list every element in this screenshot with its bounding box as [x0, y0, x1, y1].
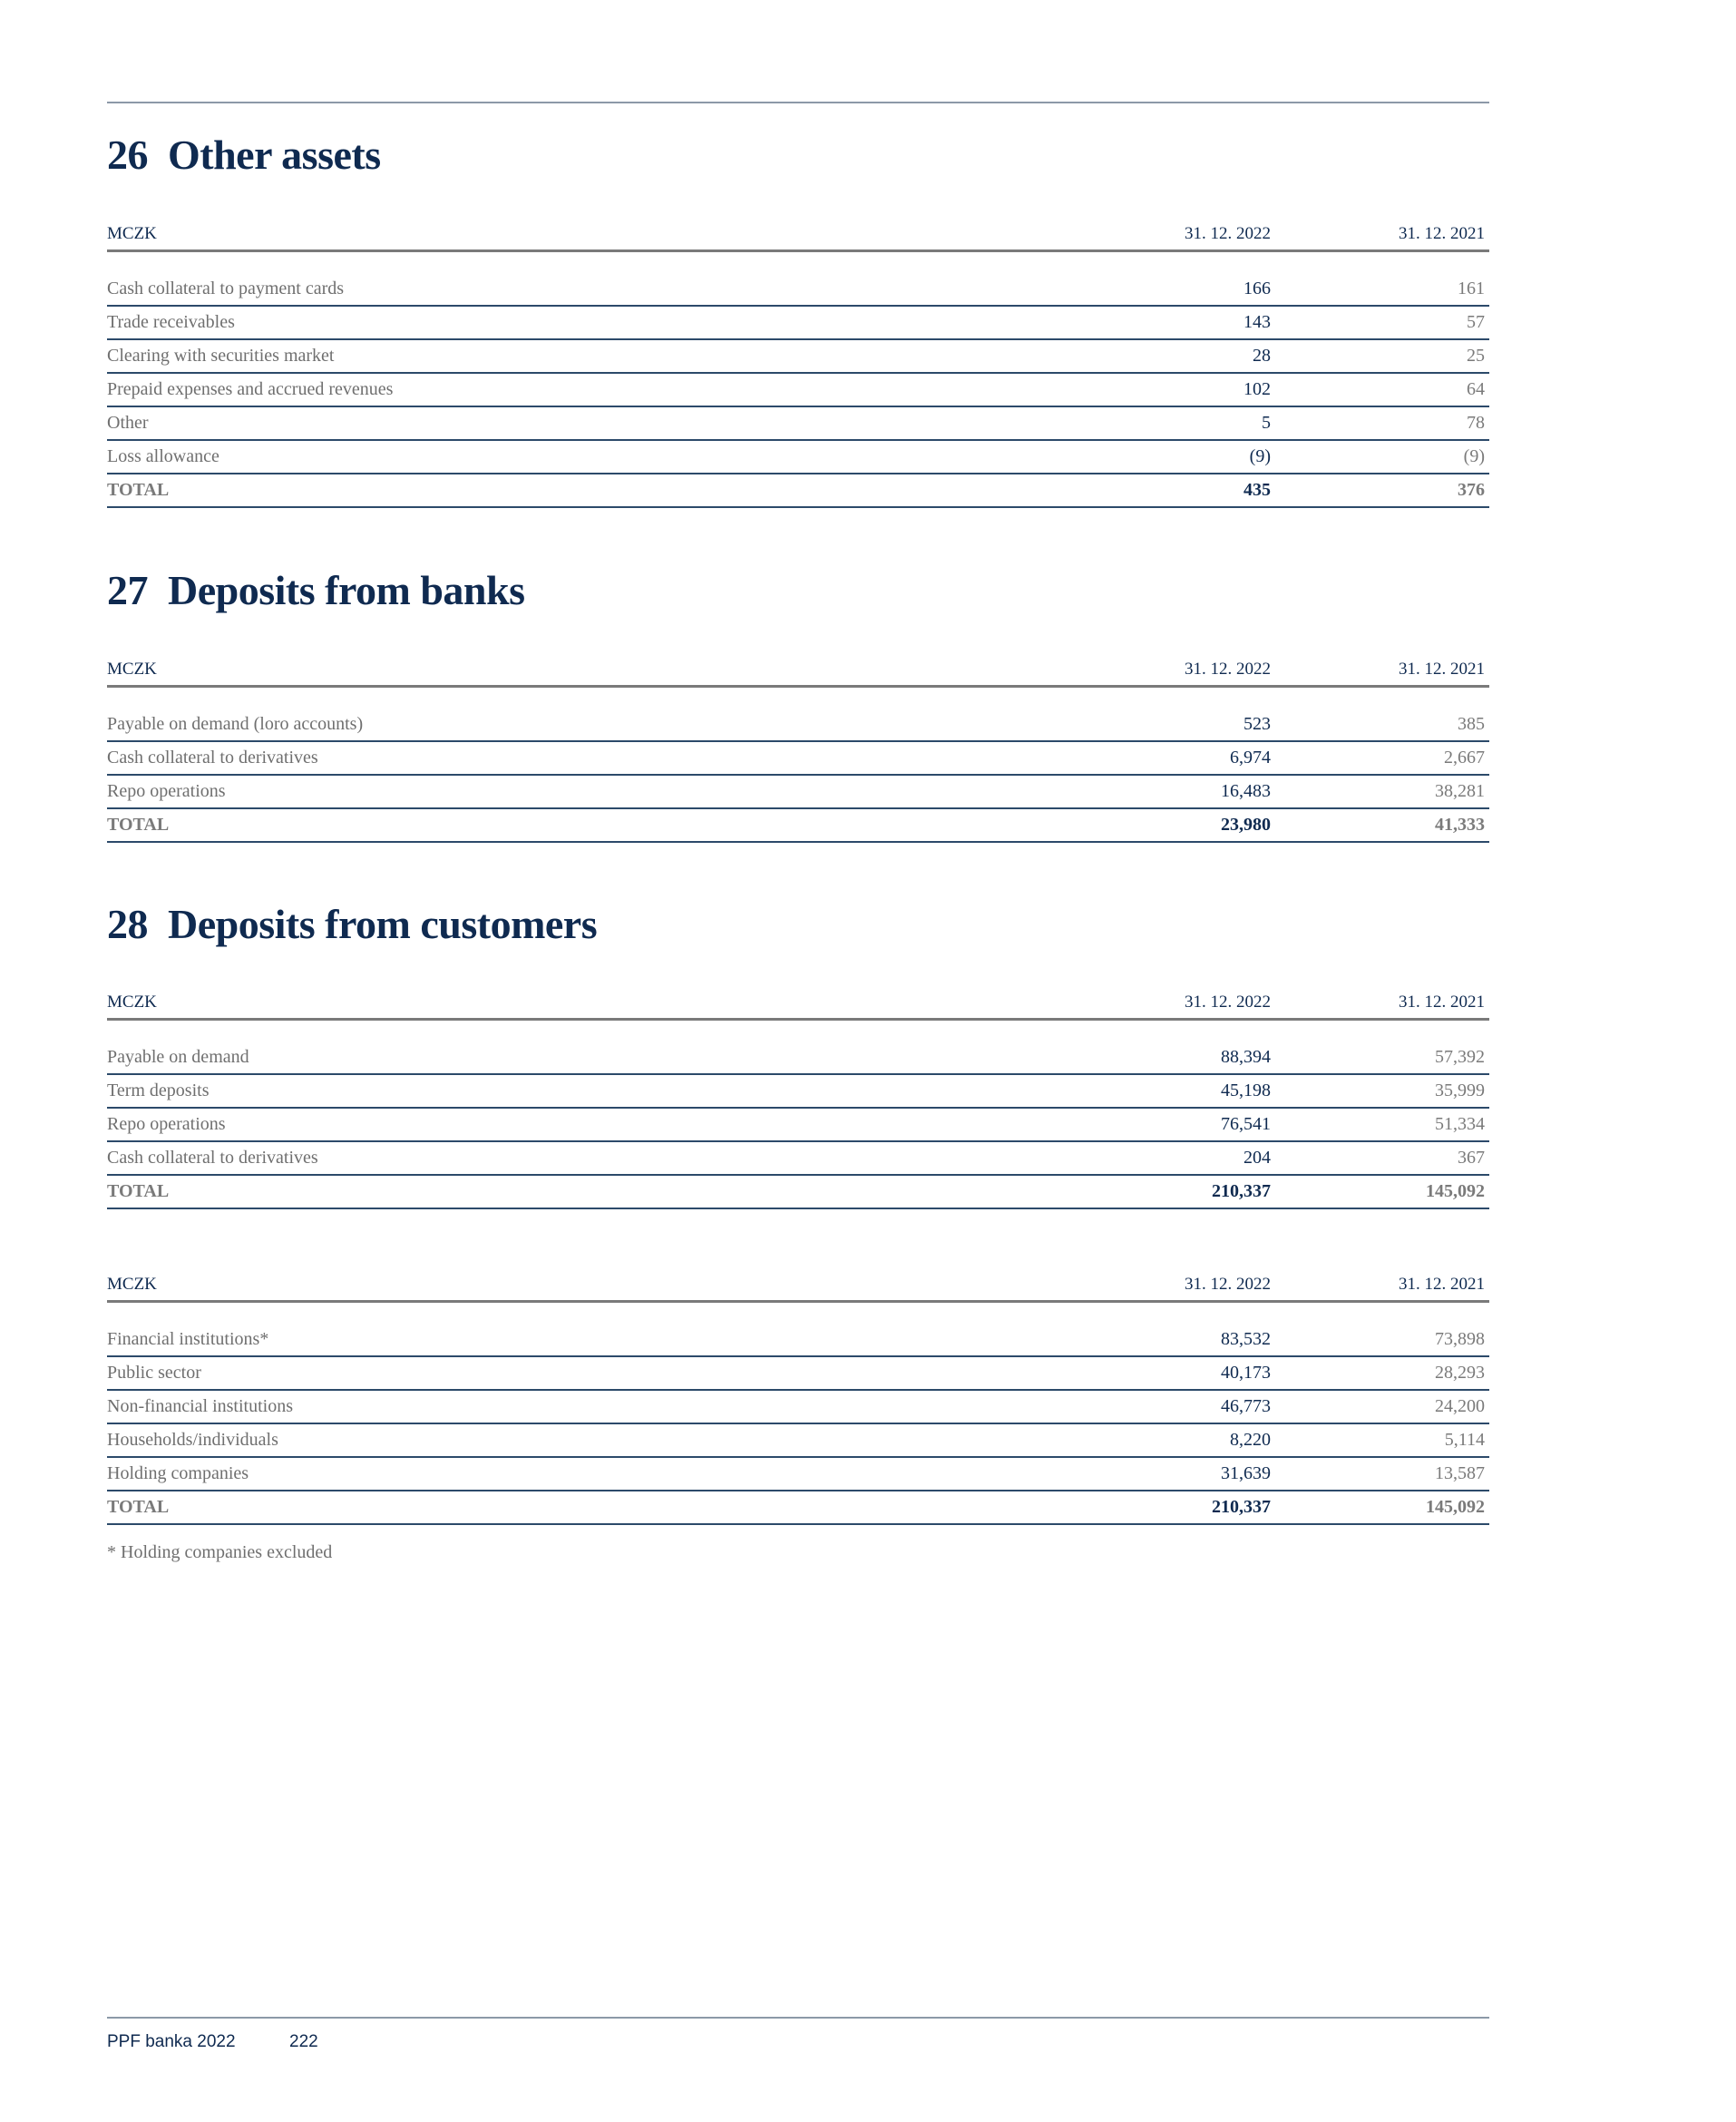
page-footer-rule — [107, 2017, 1489, 2019]
table-row — [107, 1041, 1489, 1075]
table-row — [107, 407, 1489, 441]
table-row — [107, 273, 1489, 307]
table-row — [107, 742, 1489, 776]
header-spacer — [107, 688, 1489, 709]
row-prior-value: 38,281 — [1435, 781, 1485, 801]
table-row — [107, 1458, 1489, 1491]
table-row — [107, 709, 1489, 742]
header-spacer — [107, 252, 1489, 273]
total-label: TOTAL — [107, 1497, 170, 1517]
total-prior-value: 145,092 — [1426, 1497, 1485, 1517]
row-current-value: 40,173 — [1221, 1363, 1271, 1383]
row-label: Trade receivables — [107, 312, 235, 332]
row-label: Prepaid expenses and accrued revenues — [107, 379, 394, 399]
header-prior-date: 31. 12. 2021 — [1399, 224, 1485, 243]
row-label: Financial institutions* — [107, 1329, 269, 1349]
section-number: 27 — [107, 567, 148, 613]
table-row — [107, 1109, 1489, 1142]
total-prior-value: 376 — [1458, 480, 1485, 500]
row-prior-value: 57,392 — [1435, 1047, 1485, 1067]
table-row — [107, 1391, 1489, 1424]
row-current-value: 46,773 — [1221, 1396, 1271, 1416]
row-label: Holding companies — [107, 1463, 249, 1483]
row-prior-value: 73,898 — [1435, 1329, 1485, 1349]
header-current-date: 31. 12. 2022 — [1185, 224, 1271, 243]
table-row — [107, 1075, 1489, 1109]
section-number: 28 — [107, 901, 148, 947]
footer-publication: PPF banka 2022 — [107, 2032, 236, 2051]
row-prior-value: 64 — [1467, 379, 1485, 399]
header-current-date: 31. 12. 2022 — [1185, 993, 1271, 1012]
footer-page-number: 222 — [289, 2032, 318, 2051]
row-label: Households/individuals — [107, 1430, 278, 1450]
row-current-value: 31,639 — [1221, 1463, 1271, 1483]
row-label: Public sector — [107, 1363, 201, 1383]
table-row — [107, 1142, 1489, 1176]
total-current-value: 23,980 — [1221, 815, 1271, 835]
row-label: Payable on demand — [107, 1047, 249, 1067]
table-row — [107, 1424, 1489, 1458]
total-current-value: 210,337 — [1212, 1497, 1271, 1517]
row-current-value: 204 — [1243, 1148, 1271, 1168]
row-prior-value: (9) — [1463, 446, 1485, 466]
section-number: 26 — [107, 132, 148, 178]
header-prior-date: 31. 12. 2021 — [1399, 660, 1485, 679]
row-current-value: 16,483 — [1221, 781, 1271, 801]
header-current-date: 31. 12. 2022 — [1185, 1275, 1271, 1294]
row-label: Other — [107, 413, 149, 433]
header-unit-label: MCZK — [107, 993, 157, 1012]
total-label: TOTAL — [107, 480, 170, 500]
table-total-row — [107, 809, 1489, 843]
table-header-row — [107, 649, 1489, 688]
table-total-row — [107, 474, 1489, 508]
row-label: Repo operations — [107, 781, 226, 801]
deposits-from-customers-by-type-table — [107, 982, 1489, 1209]
row-prior-value: 161 — [1458, 279, 1485, 298]
row-prior-value: 367 — [1458, 1148, 1485, 1168]
row-label: Term deposits — [107, 1081, 210, 1100]
table-total-row — [107, 1491, 1489, 1525]
other-assets-table — [107, 213, 1489, 508]
total-prior-value: 145,092 — [1426, 1181, 1485, 1201]
row-current-value: 28 — [1253, 346, 1271, 366]
row-prior-value: 13,587 — [1435, 1463, 1485, 1483]
table-row — [107, 441, 1489, 474]
table-row — [107, 1324, 1489, 1357]
row-prior-value: 2,667 — [1444, 748, 1485, 768]
row-current-value: (9) — [1249, 446, 1271, 466]
row-current-value: 76,541 — [1221, 1114, 1271, 1134]
table-total-row — [107, 1176, 1489, 1209]
row-prior-value: 385 — [1458, 714, 1485, 734]
row-prior-value: 51,334 — [1435, 1114, 1485, 1134]
deposits-from-customers-by-sector-table — [107, 1264, 1489, 1525]
row-prior-value: 35,999 — [1435, 1081, 1485, 1100]
table-row — [107, 776, 1489, 809]
row-label: Non-financial institutions — [107, 1396, 293, 1416]
header-prior-date: 31. 12. 2021 — [1399, 993, 1485, 1012]
header-spacer — [107, 1303, 1489, 1324]
header-unit-label: MCZK — [107, 1275, 157, 1294]
row-label: Repo operations — [107, 1114, 226, 1134]
row-current-value: 83,532 — [1221, 1329, 1271, 1349]
table-row — [107, 1357, 1489, 1391]
row-current-value: 166 — [1243, 279, 1271, 298]
row-prior-value: 25 — [1467, 346, 1485, 366]
row-current-value: 5 — [1262, 413, 1271, 433]
row-current-value: 88,394 — [1221, 1047, 1271, 1067]
row-label: Payable on demand (loro accounts) — [107, 714, 364, 734]
section-title-text: Other assets — [168, 132, 381, 178]
total-label: TOTAL — [107, 815, 170, 835]
table-row — [107, 374, 1489, 407]
row-current-value: 523 — [1243, 714, 1271, 734]
section-title-deposits-from-banks — [107, 567, 525, 613]
header-current-date: 31. 12. 2022 — [1185, 660, 1271, 679]
table-header-row — [107, 982, 1489, 1021]
row-prior-value: 24,200 — [1435, 1396, 1485, 1416]
total-prior-value: 41,333 — [1435, 815, 1485, 835]
row-prior-value: 28,293 — [1435, 1363, 1485, 1383]
header-unit-label: MCZK — [107, 660, 157, 679]
row-prior-value: 78 — [1467, 413, 1485, 433]
header-spacer — [107, 1021, 1489, 1041]
row-label: Cash collateral to derivatives — [107, 748, 318, 768]
row-label: Cash collateral to payment cards — [107, 279, 345, 298]
row-current-value: 143 — [1243, 312, 1271, 332]
section-title-other-assets — [107, 134, 381, 176]
total-current-value: 435 — [1243, 480, 1271, 500]
row-label: Cash collateral to derivatives — [107, 1148, 318, 1168]
deposits-from-banks-table — [107, 649, 1489, 843]
row-current-value: 8,220 — [1230, 1430, 1271, 1450]
section-title-text: Deposits from customers — [168, 901, 598, 947]
footnote: * Holding companies excluded — [107, 1542, 333, 1562]
row-prior-value: 57 — [1467, 312, 1485, 332]
row-prior-value: 5,114 — [1444, 1430, 1485, 1450]
page-top-rule — [107, 102, 1489, 103]
table-row — [107, 340, 1489, 374]
table-row — [107, 307, 1489, 340]
row-current-value: 102 — [1243, 379, 1271, 399]
table-header-row — [107, 213, 1489, 252]
row-label: Clearing with securities market — [107, 346, 335, 366]
row-label: Loss allowance — [107, 446, 219, 466]
table-header-row — [107, 1264, 1489, 1303]
section-title-deposits-from-customers — [107, 901, 598, 947]
section-title-text: Deposits from banks — [168, 567, 525, 613]
row-current-value: 6,974 — [1230, 748, 1271, 768]
total-current-value: 210,337 — [1212, 1181, 1271, 1201]
header-prior-date: 31. 12. 2021 — [1399, 1275, 1485, 1294]
row-current-value: 45,198 — [1221, 1081, 1271, 1100]
header-unit-label: MCZK — [107, 224, 157, 243]
total-label: TOTAL — [107, 1181, 170, 1201]
